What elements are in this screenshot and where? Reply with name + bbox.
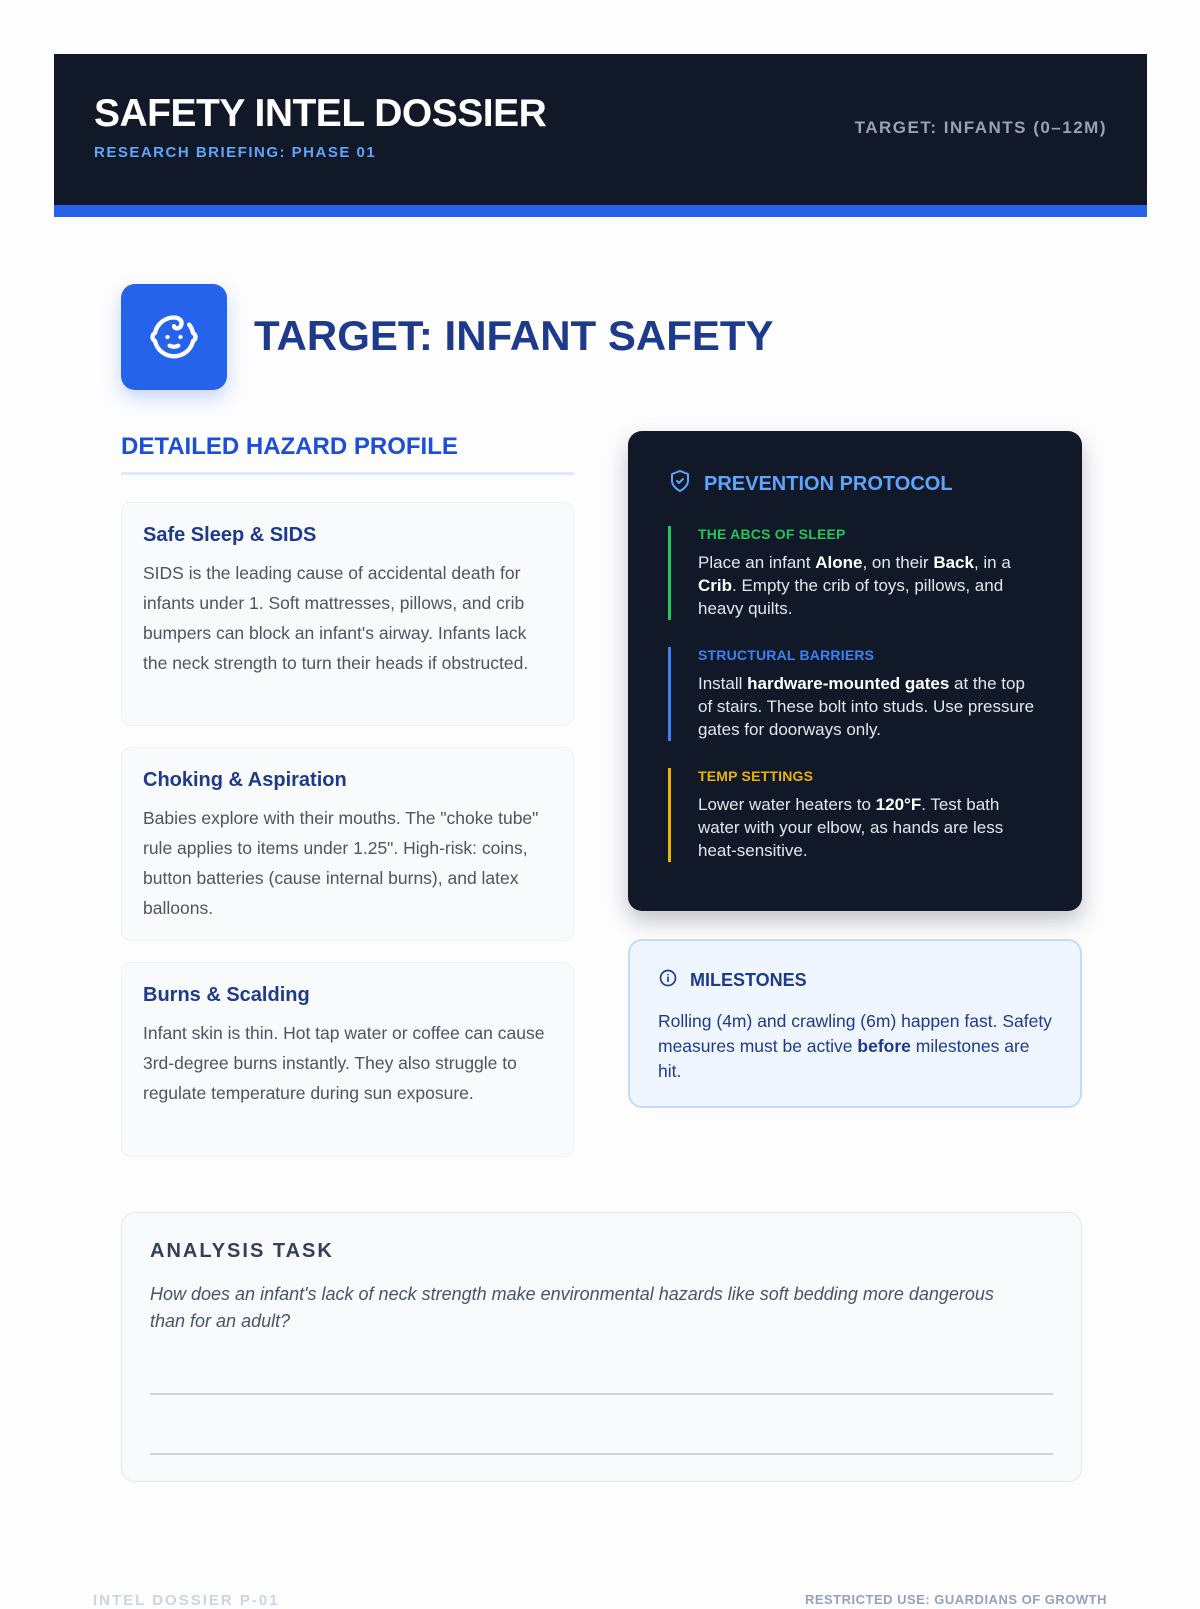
baby-face-icon bbox=[121, 284, 227, 390]
info-circle-icon bbox=[658, 968, 678, 993]
protocol-item-text: Place an infant Alone, on their Back, in a Crib. Empty the crib of toys, pillows, and heavy quilts. bbox=[698, 553, 1011, 618]
shield-check-icon bbox=[668, 469, 692, 499]
footer-restriction: RESTRICTED USE: GUARDIANS OF GROWTH bbox=[804, 1592, 1107, 1607]
protocol-item-label: THE ABCS OF SLEEP bbox=[698, 526, 846, 542]
prevention-protocol-panel bbox=[628, 431, 1082, 911]
hazard-card-title: Safe Sleep & SIDS bbox=[143, 524, 317, 546]
footer-doc-id: INTEL DOSSIER P-01 bbox=[93, 1592, 280, 1609]
hazard-card-text: Babies explore with their mouths. The "choke tube" rule applies to items under 1.25". High-risk: coins, button batteries (cause internal burns), and latex balloons. bbox=[143, 808, 539, 918]
header-banner bbox=[54, 54, 1147, 217]
analysis-question: How does an infant's lack of neck strength make environmental hazards like soft bedding more dangerous than for an adult? bbox=[150, 1284, 994, 1331]
section-title: TARGET: INFANT SAFETY bbox=[254, 312, 774, 359]
hazard-card-burns bbox=[121, 962, 574, 1157]
milestones-heading: MILESTONES bbox=[690, 970, 807, 990]
hazard-card-title: Burns & Scalding bbox=[143, 984, 310, 1006]
protocol-item-label: STRUCTURAL BARRIERS bbox=[698, 647, 875, 663]
milestones-callout bbox=[628, 939, 1082, 1108]
dossier-title: SAFETY INTEL DOSSIER bbox=[94, 92, 547, 135]
hazard-card-text: SIDS is the leading cause of accidental death for infants under 1. Soft mattresses, pillows, and crib bumpers can block an infant's airway. Infants lack the neck strength to turn their heads if obstructed. bbox=[143, 563, 529, 673]
hazard-profile-heading: DETAILED HAZARD PROFILE bbox=[121, 433, 574, 475]
protocol-item-temp bbox=[668, 768, 1042, 862]
milestones-header bbox=[658, 968, 1052, 993]
analysis-task-box bbox=[121, 1212, 1082, 1482]
answer-line[interactable] bbox=[150, 1453, 1053, 1455]
milestones-text: Rolling (4m) and crawling (6m) happen fast. Safety measures must be active before milestones are hit. bbox=[658, 1011, 1052, 1081]
protocol-header bbox=[668, 469, 1042, 499]
answer-line[interactable] bbox=[150, 1393, 1053, 1395]
dossier-target: TARGET: INFANTS (0–12M) bbox=[854, 118, 1107, 137]
dossier-subtitle: RESEARCH BRIEFING: PHASE 01 bbox=[94, 144, 377, 161]
protocol-item-label: TEMP SETTINGS bbox=[698, 768, 814, 784]
analysis-heading: ANALYSIS TASK bbox=[150, 1240, 334, 1262]
hazard-card-text: Infant skin is thin. Hot tap water or coffee can cause 3rd-degree burns instantly. They also struggle to regulate temperature during sun exposure. bbox=[143, 1023, 545, 1103]
protocol-heading: PREVENTION PROTOCOL bbox=[704, 472, 953, 495]
protocol-item-sleep bbox=[668, 526, 1042, 620]
hazard-card-choking bbox=[121, 747, 574, 941]
hazard-card-title: Choking & Aspiration bbox=[143, 769, 347, 791]
protocol-item-barriers bbox=[668, 647, 1042, 741]
protocol-item-text: Install hardware-mounted gates at the top of stairs. These bolt into studs. Use pressure gates for doorways only. bbox=[698, 674, 1035, 739]
hazard-card-sleep bbox=[121, 502, 574, 726]
protocol-item-text: Lower water heaters to 120°F. Test bath water with your elbow, as hands are less heat-sensitive. bbox=[698, 795, 1004, 860]
